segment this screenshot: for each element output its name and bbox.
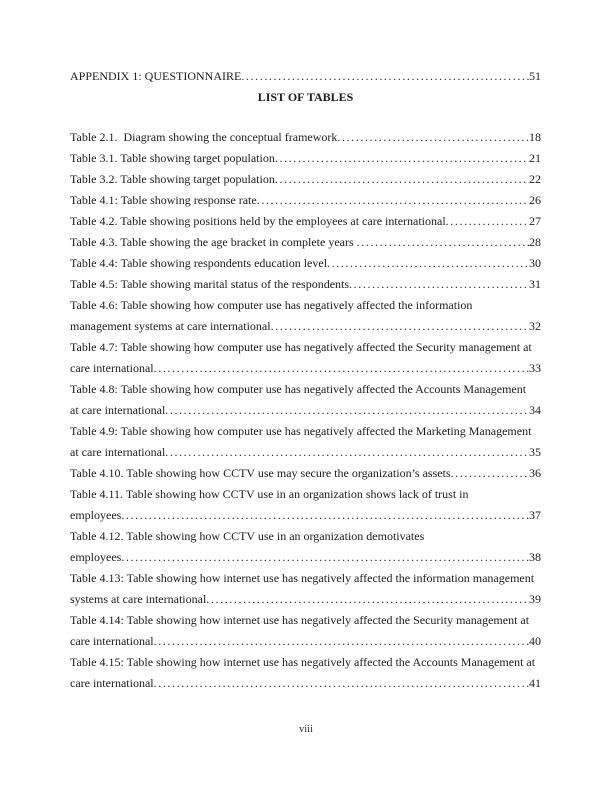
dot-leader — [275, 169, 529, 190]
toc-line — [70, 232, 541, 253]
toc-page-number: 37 — [529, 508, 541, 522]
toc-line — [70, 505, 541, 526]
toc-line — [70, 463, 541, 484]
toc-line-text: Table 4.1: Table showing response rate — [70, 193, 257, 207]
toc-page-number: 33 — [529, 361, 541, 375]
dot-leader — [451, 463, 529, 484]
toc-line — [70, 568, 541, 589]
toc-line-text: Table 3.1. Table showing target population — [70, 151, 275, 165]
toc-line — [70, 253, 541, 274]
toc-line-text: Table 4.11. Table showing how CCTV use in an organization shows lack of trust in — [70, 487, 469, 501]
toc-page-number: 36 — [529, 466, 541, 480]
toc-line — [70, 673, 541, 694]
toc-line — [70, 442, 541, 463]
appendix-entry-text: APPENDIX 1: QUESTIONNAIRE — [70, 69, 242, 83]
toc-line — [70, 211, 541, 232]
toc-line-text: employees — [70, 550, 122, 564]
toc-page-number: 31 — [529, 277, 541, 291]
toc-page-number: 40 — [529, 634, 541, 648]
appendix-entry-line — [70, 66, 541, 87]
dot-leader — [446, 211, 529, 232]
toc-line-text: Table 3.2. Table showing target population — [70, 172, 275, 186]
toc-line — [70, 358, 541, 379]
dot-leader — [121, 547, 529, 568]
appendix-page-number: 51 — [529, 69, 541, 83]
toc-line-text: Table 4.15: Table showing how internet use has negatively affected the Accounts Management at — [70, 655, 536, 669]
toc-line — [70, 190, 541, 211]
toc-line — [70, 295, 541, 316]
toc-line-text: at care international — [70, 403, 166, 417]
toc-line — [70, 484, 541, 505]
toc-list — [70, 127, 541, 694]
toc-page-number: 34 — [529, 403, 541, 417]
dot-leader — [349, 274, 529, 295]
dot-leader — [206, 589, 529, 610]
dot-leader — [121, 505, 529, 526]
toc-line — [70, 526, 541, 547]
dot-leader — [357, 232, 529, 253]
toc-page-number: 38 — [529, 550, 541, 564]
toc-line — [70, 169, 541, 190]
dot-leader — [165, 400, 529, 421]
toc-line — [70, 421, 541, 442]
toc-page-number: 27 — [529, 214, 541, 228]
toc-line-text: Table 4.8: Table showing how computer use has negatively affected the Accounts Management — [70, 382, 527, 396]
toc-line — [70, 148, 541, 169]
toc-line-text: Table 4.3. Table showing the age bracket in complete years — [70, 235, 357, 249]
toc-line-text: Table 4.2. Table showing positions held by the employees at care international — [70, 214, 446, 228]
dot-leader — [327, 253, 529, 274]
dot-leader — [275, 148, 529, 169]
toc-line-text: employees — [70, 508, 122, 522]
toc-line — [70, 631, 541, 652]
dot-leader — [154, 358, 529, 379]
dot-leader — [154, 673, 529, 694]
toc-line-text: Table 4.9: Table showing how computer use has negatively affected the Marketing Management — [70, 424, 532, 438]
toc-line-text: Table 4.6: Table showing how computer use has negatively affected the information — [70, 298, 473, 312]
toc-line — [70, 589, 541, 610]
toc-line-text: Table 4.14: Table showing how internet use has negatively affected the Security management at — [70, 613, 530, 627]
toc-page-number: 30 — [529, 256, 541, 270]
footer-page-number: viii — [298, 724, 313, 735]
toc-line-text: Table 2.1. Diagram showing the conceptual framework — [70, 130, 338, 144]
toc-line-text: Table 4.4: Table showing respondents education level — [70, 256, 328, 270]
toc-page-number: 35 — [529, 445, 541, 459]
toc-line — [70, 610, 541, 631]
toc-page-number: 18 — [529, 130, 541, 144]
toc-page-number: 21 — [529, 151, 541, 165]
toc-line — [70, 400, 541, 421]
toc-line-text: Table 4.12. Table showing how CCTV use in an organization demotivates — [70, 529, 425, 543]
page-content — [70, 66, 541, 694]
toc-line-text: Table 4.13: Table showing how internet use has negatively affected the information management — [70, 571, 535, 585]
toc-line — [70, 652, 541, 673]
dot-leader — [165, 442, 529, 463]
dot-leader — [154, 631, 529, 652]
toc-page-number: 28 — [529, 235, 541, 249]
toc-line — [70, 274, 541, 295]
dot-leader — [271, 316, 529, 337]
toc-line — [70, 127, 541, 148]
toc-line-text: management systems at care international — [70, 319, 271, 333]
toc-line — [70, 337, 541, 358]
toc-line-text: care international — [70, 634, 154, 648]
toc-page-number: 39 — [529, 592, 541, 606]
toc-page-number: 32 — [529, 319, 541, 333]
toc-line-text: Table 4.10. Table showing how CCTV use may secure the organization’s assets — [70, 466, 451, 480]
toc-page-number: 26 — [529, 193, 541, 207]
dot-leader — [241, 66, 529, 87]
toc-line — [70, 547, 541, 568]
toc-line-text: Table 4.5: Table showing marital status of the respondents — [70, 277, 350, 291]
heading-spacer — [70, 108, 541, 127]
toc-line-text: care international — [70, 361, 154, 375]
list-of-tables-heading: LIST OF TABLES — [257, 90, 354, 104]
toc-line — [70, 379, 541, 400]
dot-leader — [257, 190, 529, 211]
toc-page-number: 22 — [529, 172, 541, 186]
toc-line-text: care international — [70, 676, 154, 690]
toc-line-text: at care international — [70, 445, 166, 459]
toc-line-text: Table 4.7: Table showing how computer use has negatively affected the Security management at — [70, 340, 532, 354]
dot-leader — [337, 127, 529, 148]
toc-page-number: 41 — [529, 676, 541, 690]
toc-line-text: systems at care international — [70, 592, 207, 606]
toc-line — [70, 316, 541, 337]
